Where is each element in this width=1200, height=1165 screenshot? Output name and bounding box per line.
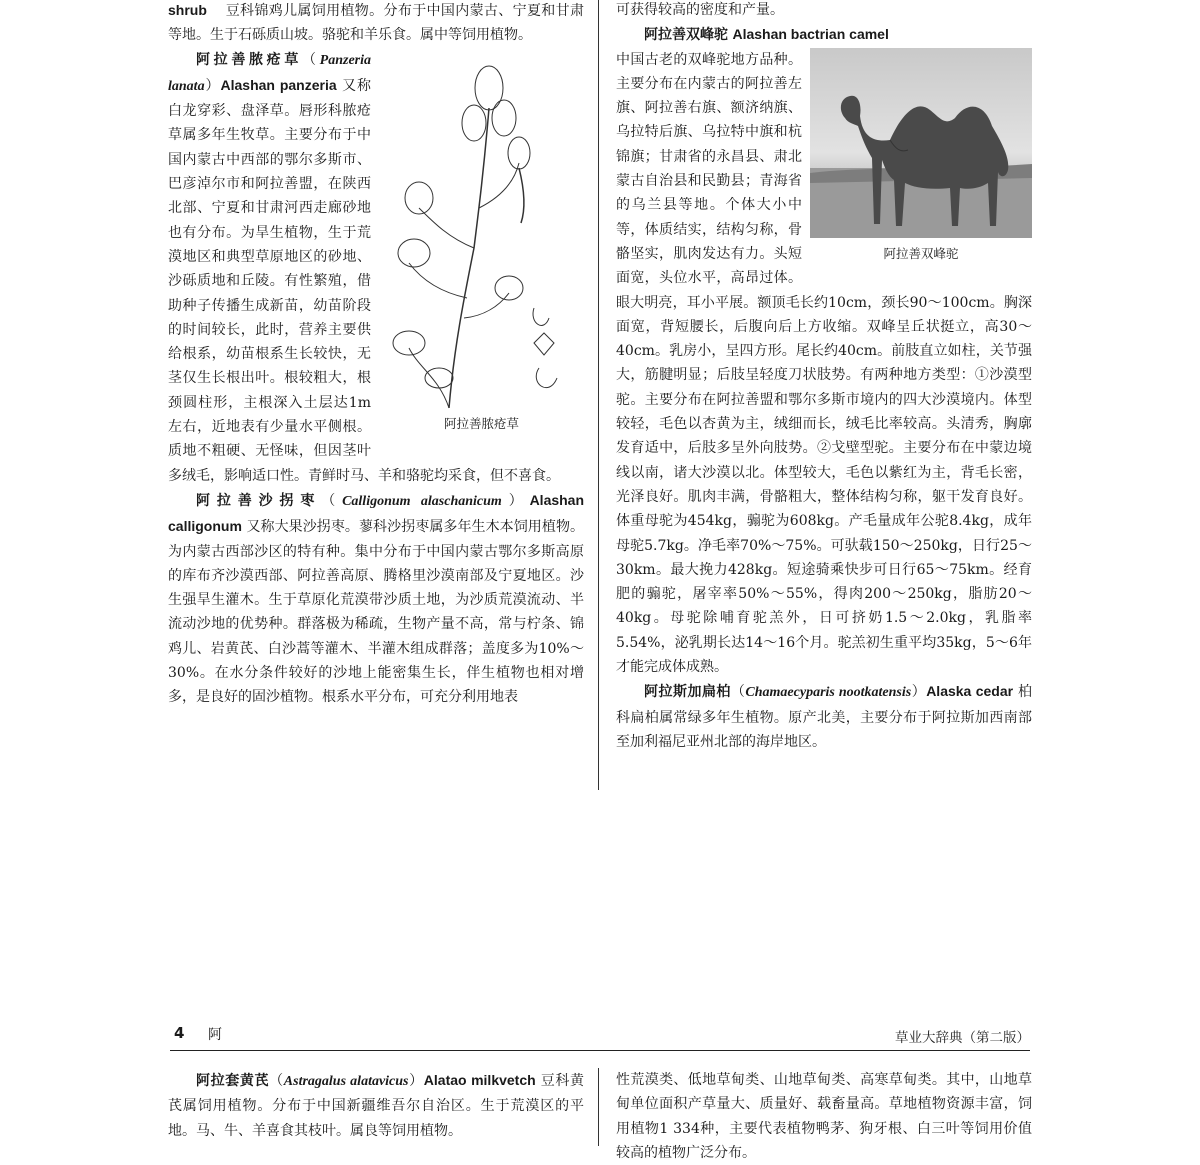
entry-astragalus-headword: 阿拉套黄芪 <box>196 1073 270 1089</box>
top-left-column <box>168 0 584 800</box>
bottom-right-column <box>616 1068 1032 1161</box>
top-right-column <box>616 0 1032 800</box>
page-number: 4 <box>174 1024 185 1042</box>
continued-entry <box>168 0 584 48</box>
bottom-column-divider <box>598 1068 599 1146</box>
entry-panzeria-body: 又称白龙穿彩、盘泽草。唇形科脓疮草属多年生牧草。主要分布于中国内蒙古中西部的鄂尔多斯市、巴彦淖尔市和阿拉善盟，在陕西北部、宁夏和甘肃河西走廊砂地也有分布。为旱生植物，生于荒漠地区和典型草原地区的砂地、沙砾质地和丘陵。有性繁殖，借助种子传播生成新苗，幼苗阶段的时间较长，此时，营养主要供给根系，幼苗根系生长较快，无茎仅生长根出叶。根较粗大，根颈圆柱形，主根深入土层达1m左右，近地表有少量水平侧根。质地不粗硬、无怪味，但因茎叶多绒毛，影响适口性。青鲜时马、羊和骆驼均采食，但不喜食。 <box>168 77 560 484</box>
panzeria-figure <box>379 48 584 443</box>
entry-camel-headword: 阿拉善双峰驼 <box>644 27 728 44</box>
entry-cedar-body: 柏科扁柏属常绿多年生植物。原产北美，主要分布于阿拉斯加西南部至加利福尼亚州北部的海岸地区。 <box>616 684 1033 750</box>
camel-photo-figure <box>810 48 1032 273</box>
continued-english-term: shrub <box>168 2 207 18</box>
entry-panzeria-english: Alashan panzeria <box>220 76 337 93</box>
entry-cedar-headword: 阿拉斯加扁柏 <box>644 684 731 701</box>
continued-entry-text: 豆科锦鸡儿属饲用植物。分布于中国内蒙古、宁夏和甘肃等地。生于石砾质山坡。骆驼和羊乐食。属中等饲用植物。 <box>168 3 584 44</box>
entry-astragalus-latin: Astragalus alatavicus <box>283 1074 409 1089</box>
top-column-divider <box>598 0 599 790</box>
panzeria-line-drawing <box>379 48 584 443</box>
bottom-left-column <box>168 1068 584 1146</box>
entry-camel-body: 中国古老的双峰驼地方品种。主要分布在内蒙古的阿拉善左旗、阿拉善右旗、额济纳旗、乌拉特后旗、乌拉特中旗和杭锦旗；甘肃省的永昌县、肃北蒙古自治县和民勤县；青海省的乌兰县等地。个体大小中等，体质结实，结构匀称，骨骼坚实，肌肉发达有力。头短面宽，头位水平，高昂过体。眼大明亮，耳小平展。额顶毛长约10cm，颈长90～100cm。胸深面宽，背短腰长，后腹向后上方收缩。双峰呈丘状挺立，高30～40cm。乳房小，呈四方形。尾长约40cm。前肢直立如柱，关节强大，筋腱明显；后肢呈轻度刀状肢势。有两种地方类型：①沙漠型驼。主要分布在阿拉善盟和鄂尔多斯市境内的四大沙漠境内。体型较轻，毛色以杏黄为主，绒细而长，绒毛比率较高。头清秀，胸廓发育适中，后肢多呈外向肢势。②戈壁型驼。主要分布在中蒙边境线以南，诸大沙漠以北。体型较大，毛色以紫红为主，背毛长密，光泽良好。肌肉丰满，骨骼粗大，整体结构匀称，躯干发育良好。体重母驼为454kg，骟驼为608kg。产毛量成年公驼8.4kg，成年母驼5.7kg。净毛率70%～75%。可驮载150～250kg，日行25～30km。最大挽力428kg。短途骑乘快步可日行65～75km。经育肥的骟驼，屠宰率50%～55%，得肉200～250kg，脂肪20～40kg。母驼除哺育驼羔外，日可挤奶1.5～2.0kg，乳脂率5.54%，泌乳期长达14～16个月。驼羔初生重平均35kg，5～6年才能完成体成熟。 <box>616 51 1032 676</box>
entry-cedar-latin: Chamaecyparis nootkatensis <box>745 685 912 701</box>
entry-camel-english: Alashan bactrian camel <box>732 26 889 43</box>
entry-camel <box>616 22 1032 679</box>
entry-calligonum-body: 又称大果沙拐枣。蓼科沙拐枣属多年生木本饲用植物。为内蒙古西部沙区的特有种。集中分布于中国内蒙古鄂尔多斯高原的库布齐沙漠西部、阿拉善高原、腾格里沙漠南部及宁夏地区。沙生强旱生灌木。生于草原化荒漠带沙质土地，为沙质荒漠流动、半流动沙地的优势种。群落极为稀疏，生物产量不高，常与柠条、锦鸡儿、岩黄芪、白沙蒿等灌木、半灌木组成群落；盖度多为10%～30%。在水分条件较好的沙地上能密集生长，伴生植物也相对增多，是良好的固沙植物。根系水平分布，可充分利用地表 <box>168 519 585 706</box>
continued-right-text: 可获得较高的密度和产量。 <box>616 2 784 18</box>
index-character: 阿 <box>208 1027 222 1043</box>
camel-photo-caption: 阿拉善双峰驼 <box>883 246 959 262</box>
entry-calligonum-headword: 阿拉善沙拐枣 <box>196 492 322 509</box>
entry-camel-intro <box>616 22 1032 47</box>
entry-panzeria-text: 阿拉善脓疮草（Panzeria lanata）Alashan panzeria 又称白龙穿彩、盘泽草。唇形科脓疮草属多年生牧草。主要分布于中国内蒙古中西部的鄂尔多斯市、巴彦淖尔市和阿拉善盟，在陕西北部、宁夏和甘肃河西走廊砂地也有分布。为旱生植物，生于荒漠地区和典型草原地区的砂地、沙砾质地和丘陵。有性繁殖，借助种子传播生成新苗，幼苗阶段的时间较长，此时，营养主要供给根系，幼苗根系生长较快，无茎仅生长根出叶。根较粗大，根颈圆柱形，主根深入土层达1m左右，近地表有少量水平侧根。质地不粗硬、无怪味，但因茎叶多绒毛，影响适口性。青鲜时马、羊和骆驼均采食，但不喜食。 <box>168 51 560 484</box>
entry-astragalus: 阿拉套黄芪（Astragalus alatavicus）Alatao milkvetch 豆科黄芪属饲用植物。分布于中国新疆维吾尔自治区。生于荒漠区的平地。马、牛、羊喜食其枝叶。属良等饲用植物。 <box>168 1072 585 1139</box>
entry-cedar: 阿拉斯加扁柏（Chamaecyparis nootkatensis）Alaska cedar 柏科扁柏属常绿多年生植物。原产北美，主要分布于阿拉斯加西南部至加利福尼亚州北部的海岸地区。 <box>616 683 1033 750</box>
entry-panzeria-headword: 阿拉善脓疮草 <box>196 51 302 68</box>
entry-calligonum-latin: Calligonum alaschanicum <box>342 493 502 509</box>
bottom-right-text: 性荒漠类、低地草甸类、山地草甸类、高寒草甸类。其中，山地草甸单位面积产草量大、质量好、载畜量高。草地植物资源丰富，饲用植物1 334种，主要代表植物鸭茅、狗牙根、白三叶等饲用价值较高的植物广泛分布。 <box>616 1072 1032 1161</box>
book-title: 草业大辞典（第二版） <box>895 1030 1030 1046</box>
camel-photo <box>810 48 1032 238</box>
entry-astragalus-english: Alatao milkvetch <box>423 1072 536 1088</box>
entry-cedar-english: Alaska cedar <box>926 683 1014 700</box>
entry-calligonum: 阿拉善沙拐枣（Calligonum alaschanicum）Alashan calligonum 又称大果沙拐枣。蓼科沙拐枣属多年生木本饲用植物。为内蒙古西部沙区的特有种。集中分布于中国内蒙古鄂尔多斯高原的库布齐沙漠西部、阿拉善高原、腾格里沙漠南部及宁夏地区。沙生强旱生灌木。生于草原化荒漠带沙质土地，为沙质荒漠流动、半流动沙地的优势种。群落极为稀疏，生物产量不高，常与柠条、锦鸡儿、岩黄芪、白沙蒿等灌木、半灌木组成群落；盖度多为10%～30%。在水分条件较好的沙地上能密集生长，伴生植物也相对增多，是良好的固沙植物。根系水平分布，可充分利用地表 <box>168 491 585 706</box>
entry-calligonum-english: Alashan calligonum <box>168 491 585 535</box>
entry-panzeria <box>168 48 584 488</box>
entry-astragalus-body: 豆科黄芪属饲用植物。分布于中国新疆维吾尔自治区。生于荒漠区的平地。马、牛、羊喜食其枝叶。属良等饲用植物。 <box>168 1073 585 1139</box>
entry-panzeria-latin: Panzeria lanata <box>168 52 372 94</box>
running-header <box>170 1024 1030 1051</box>
panzeria-figure-caption: 阿拉善脓疮草 <box>443 416 519 432</box>
